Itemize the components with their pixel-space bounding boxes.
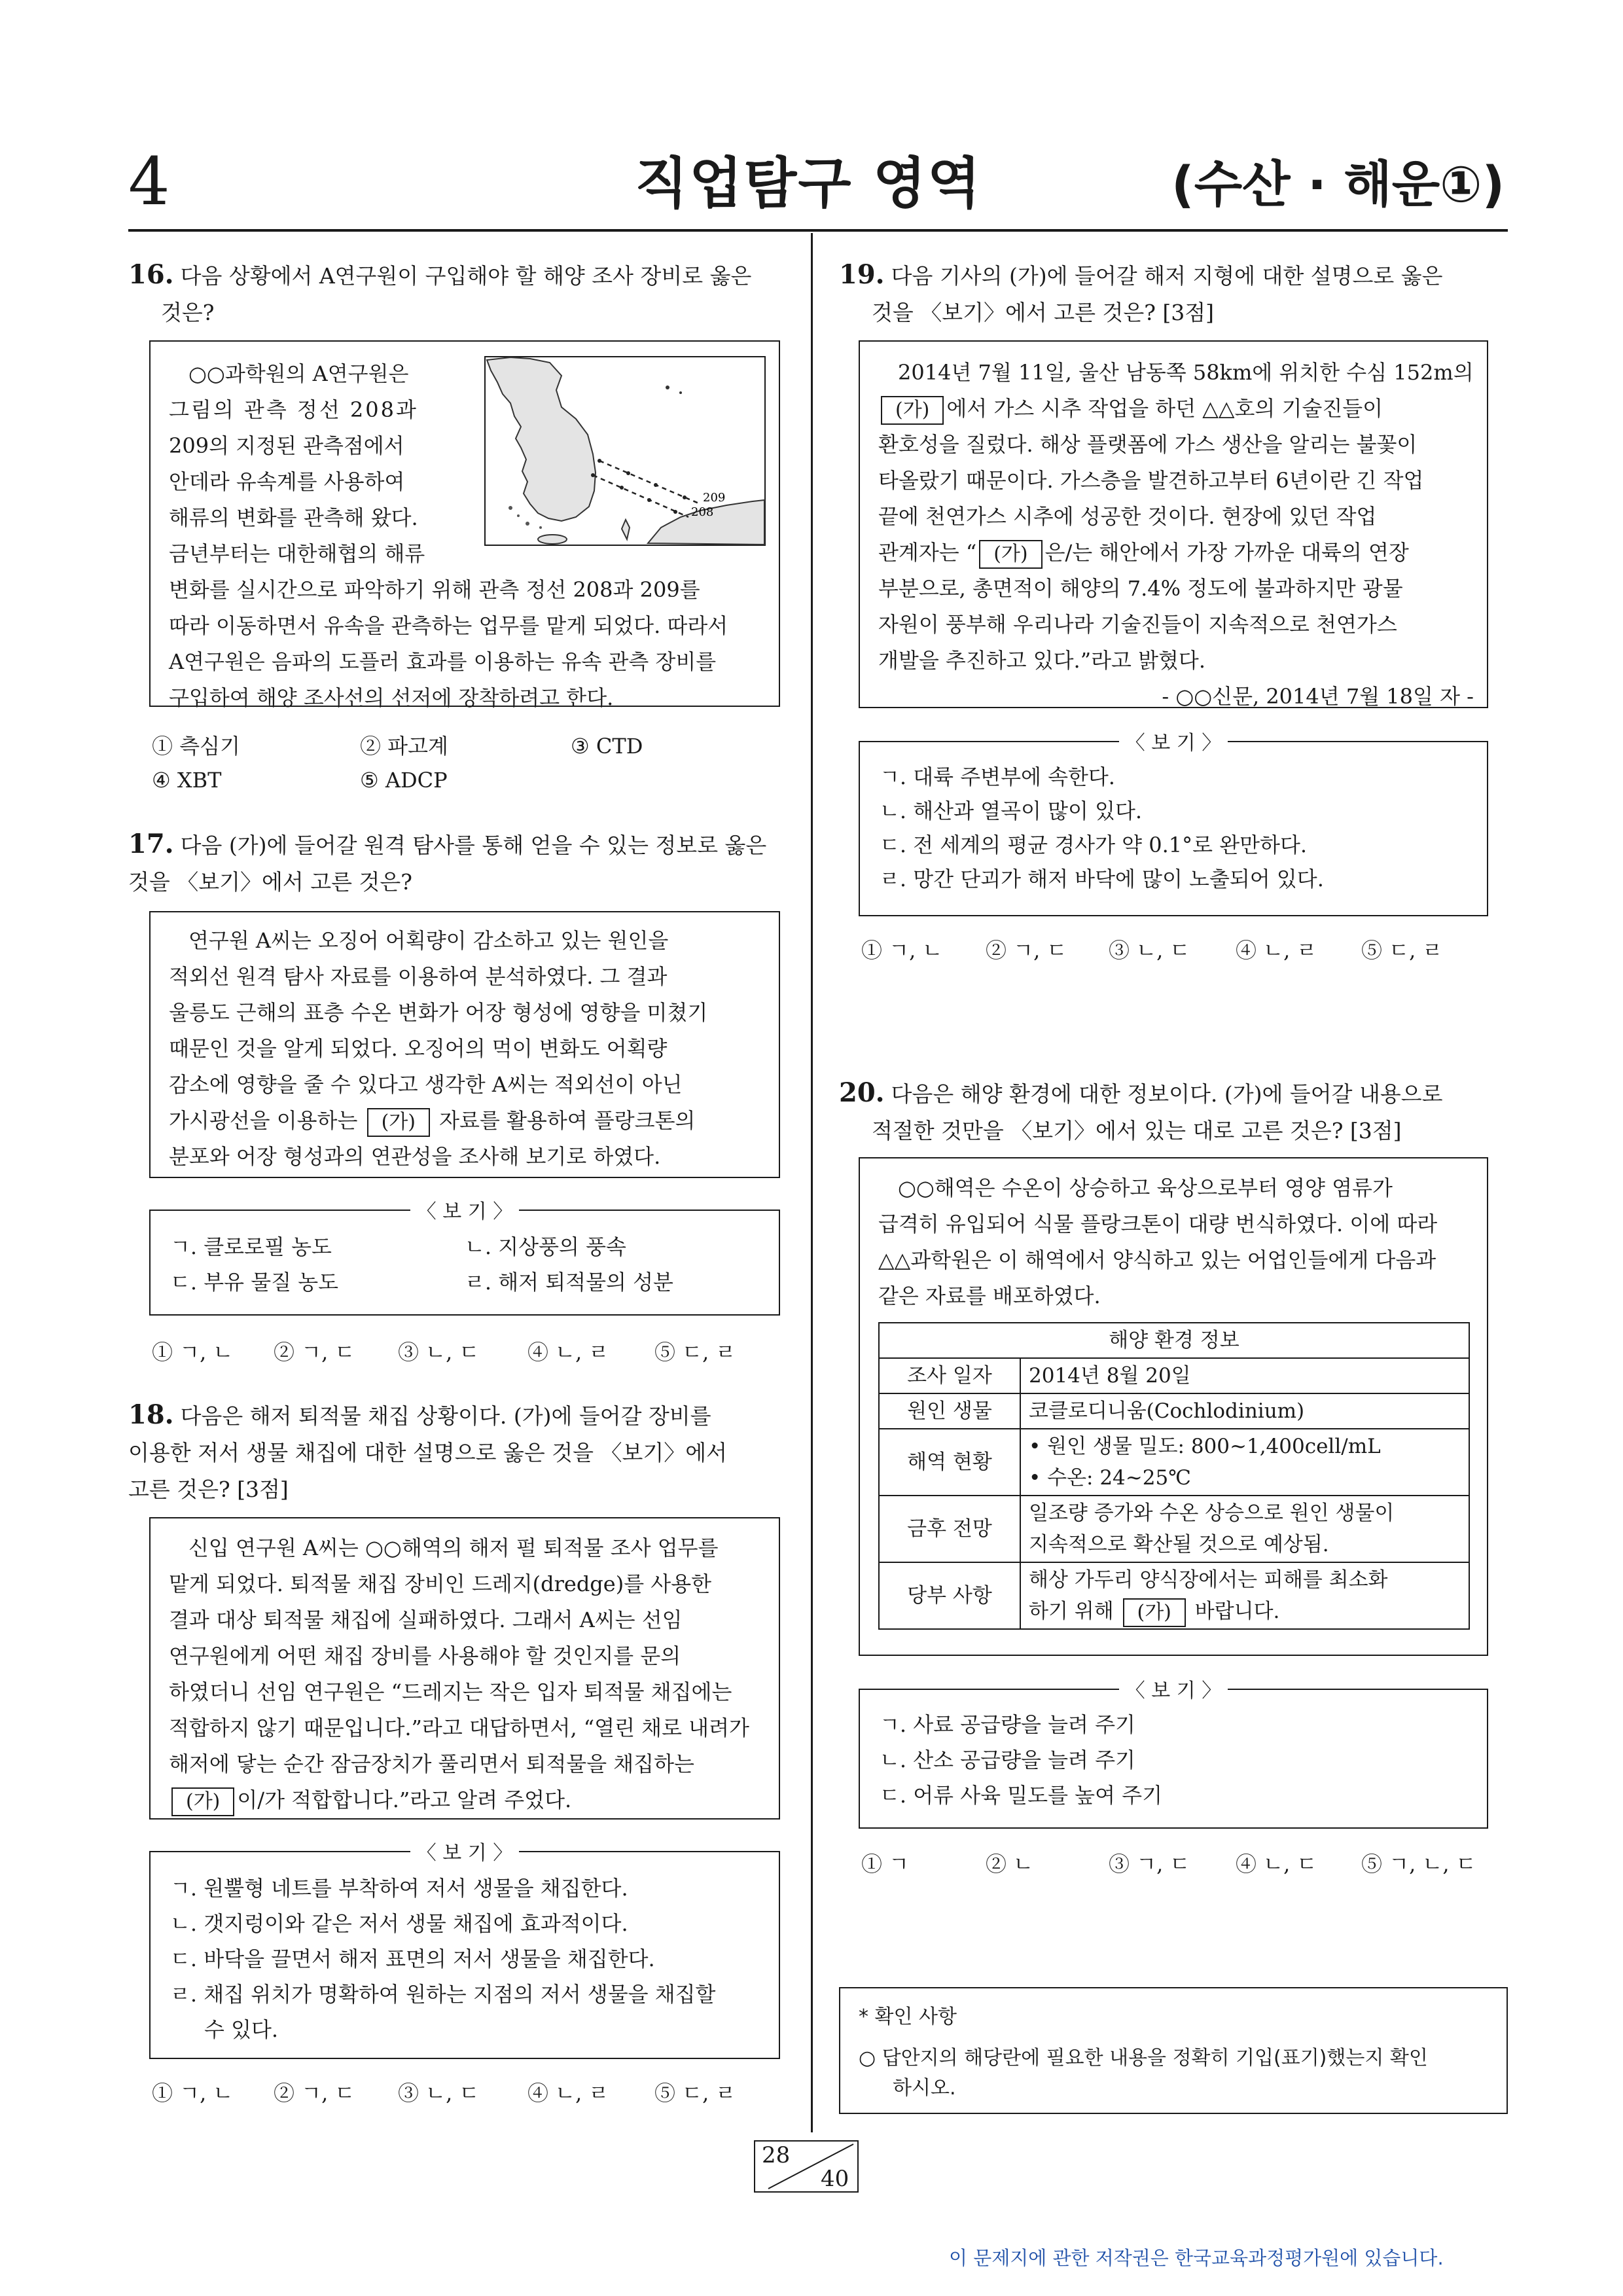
question-number: 18. bbox=[128, 1399, 174, 1430]
passage-line: ○○해역은 수온이 상승하고 육상으로부터 영양 염류가 bbox=[898, 1175, 1393, 1200]
choice-5[interactable]: ⑤ ADCP bbox=[360, 768, 448, 793]
bogi-title-text: 〈 보 기 〉 bbox=[410, 1842, 520, 1865]
table-value-line: 해상 가두리 양식장에서는 피해를 최소화 bbox=[1029, 1568, 1388, 1592]
passage-line: 해저에 닿는 순간 잠금장치가 풀리면서 퇴적물을 채집하는 bbox=[169, 1751, 694, 1776]
bogi-item: ㄱ. 원뿔형 네트를 부착하여 저서 생물을 채집한다. bbox=[170, 1876, 628, 1901]
q20-passage-box bbox=[859, 1157, 1488, 1656]
question-text: 다음 상황에서 A연구원이 구입해야 할 해양 조사 장비로 옳은 bbox=[180, 263, 752, 289]
question-number: 19. bbox=[839, 259, 885, 290]
passage-line bbox=[878, 535, 1474, 571]
passage-text: 관계자는 “ bbox=[878, 540, 977, 565]
q18-passage bbox=[169, 1530, 764, 1818]
passage-line: 그림의 관측 정선 208과 bbox=[169, 397, 418, 422]
passage-line: 때문인 것을 알게 되었다. 오징어의 먹이 변화도 어획량 bbox=[169, 1036, 668, 1061]
passage-line: 금년부터는 대한해협의 해류 bbox=[169, 541, 425, 566]
table-label: 해역 현황 bbox=[879, 1429, 1020, 1496]
table-label: 조사 일자 bbox=[879, 1358, 1020, 1393]
notice-line: ○ 답안지의 해당란에 필요한 내용을 정확히 기입(표기)했는지 확인 bbox=[859, 2047, 1428, 2070]
bogi-item: ㄱ. 대륙 주변부에 속한다. bbox=[880, 764, 1115, 789]
passage-line: 자원이 풍부해 우리나라 기술진들이 지속적으로 천연가스 bbox=[878, 612, 1397, 637]
passage-line bbox=[878, 391, 1474, 427]
table-value bbox=[1020, 1562, 1469, 1629]
bogi-item: ㄴ. 산소 공급량을 늘려 주기 bbox=[880, 1748, 1135, 1772]
passage-line: 변화를 실시간으로 파악하기 위해 관측 정선 208과 209를 bbox=[169, 577, 700, 602]
table-row bbox=[879, 1562, 1469, 1629]
passage-line: 끝에 천연가스 시추에 성공한 것이다. 현장에 있던 작업 bbox=[878, 504, 1377, 529]
table-value-line: 지속적으로 확산될 것으로 예상됨. bbox=[1029, 1533, 1329, 1556]
passage-line: 같은 자료를 배포하였다. bbox=[878, 1283, 1101, 1308]
bogi-item: ㄷ. 어류 사육 밀도를 높여 주기 bbox=[880, 1783, 1162, 1808]
passage-line: 연구원 A씨는 오징어 어획량이 감소하고 있는 원인을 bbox=[188, 928, 669, 953]
bogi-item: ㄱ. 사료 공급량을 늘려 주기 bbox=[880, 1712, 1135, 1737]
choice-2[interactable]: ② ㄱ, ㄷ bbox=[274, 2081, 355, 2106]
passage-line: 구입하여 해양 조사선의 선저에 장착하려고 한다. bbox=[169, 685, 614, 710]
q18-passage-box bbox=[149, 1517, 780, 1820]
passage-line bbox=[169, 1782, 764, 1818]
choice-5[interactable]: ⑤ ㄷ, ㄹ bbox=[1361, 938, 1443, 963]
bogi-item: 수 있다. bbox=[204, 2017, 279, 2042]
choice-3[interactable]: ③ ㄴ, ㄷ bbox=[398, 2081, 480, 2106]
question-number: 17. bbox=[128, 829, 174, 859]
bogi-title bbox=[860, 726, 1487, 755]
table-value bbox=[1020, 1496, 1469, 1562]
question-19 bbox=[839, 257, 1507, 331]
q20-passage bbox=[878, 1170, 1474, 1314]
article-source: - ○○신문, 2014년 7월 18일 자 - bbox=[1162, 684, 1474, 709]
bogi-title-text: 〈 보 기 〉 bbox=[1119, 732, 1228, 755]
choice-4[interactable]: ④ ㄴ, ㄹ bbox=[527, 1340, 609, 1365]
bogi-title-text: 〈 보 기 〉 bbox=[410, 1200, 520, 1223]
table-row bbox=[879, 1496, 1469, 1562]
marine-env-table bbox=[878, 1322, 1470, 1630]
choice-1[interactable]: ① 측심기 bbox=[152, 734, 240, 759]
q17-passage bbox=[169, 923, 764, 1175]
question-number: 20. bbox=[839, 1077, 885, 1108]
notice-box bbox=[839, 1987, 1508, 2114]
choice-3[interactable]: ③ ㄴ, ㄷ bbox=[1109, 938, 1190, 963]
blank-ga: (가) bbox=[1123, 1598, 1186, 1627]
table-value: 2014년 8월 20일 bbox=[1020, 1358, 1469, 1393]
bogi-item: ㄹ. 채집 위치가 명확하여 원하는 지점의 저서 생물을 채집할 bbox=[170, 1982, 716, 2007]
passage-line: 해류의 변화를 관측해 왔다. bbox=[169, 505, 418, 530]
blank-ga: (가) bbox=[171, 1787, 234, 1816]
passage-line bbox=[169, 1103, 764, 1139]
question-text: 것은? bbox=[161, 300, 215, 325]
table-value-line: • 원인 생물 밀도: 800~1,400cell/mL bbox=[1029, 1435, 1381, 1458]
table-value-line bbox=[1029, 1596, 1461, 1627]
map-label-208: 208 bbox=[691, 505, 714, 519]
question-text: 다음은 해양 환경에 대한 정보이다. (가)에 들어갈 내용으로 bbox=[891, 1081, 1443, 1107]
bogi-title bbox=[151, 1195, 779, 1224]
q19-passage bbox=[878, 355, 1474, 715]
table-value bbox=[1020, 1429, 1469, 1496]
header-rule bbox=[128, 229, 1508, 232]
bogi-title-text: 〈 보 기 〉 bbox=[1119, 1679, 1228, 1702]
passage-line: 결과 대상 퇴적물 채집에 실패하였다. 그래서 A씨는 선임 bbox=[169, 1607, 683, 1632]
korea-map-figure bbox=[484, 356, 766, 546]
choice-4[interactable]: ④ XBT bbox=[152, 768, 222, 793]
passage-text: 이/가 적합합니다.”라고 알려 주었다. bbox=[237, 1787, 572, 1812]
choice-3[interactable]: ③ CTD bbox=[571, 734, 643, 759]
choice-3[interactable]: ③ ㄱ, ㄷ bbox=[1109, 1852, 1190, 1876]
question-20 bbox=[839, 1075, 1507, 1149]
choice-5[interactable]: ⑤ ㄱ, ㄴ, ㄷ bbox=[1361, 1852, 1476, 1876]
choice-4[interactable]: ④ ㄴ, ㄷ bbox=[1236, 1852, 1317, 1876]
bogi-item: ㄷ. 바닥을 끌면서 해저 표면의 저서 생물을 채집한다. bbox=[170, 1946, 655, 1971]
choice-1[interactable]: ① ㄱ, ㄴ bbox=[861, 938, 943, 963]
passage-line: 타올랐기 때문이다. 가스층을 발견하고부터 6년이란 긴 작업 bbox=[878, 468, 1424, 493]
bogi-item: ㄹ. 망간 단괴가 해저 바닥에 많이 노출되어 있다. bbox=[880, 867, 1324, 891]
passage-text: 에서 가스 시추 작업을 하던 △△호의 기술진들이 bbox=[946, 396, 1383, 421]
q18-bogi-box bbox=[149, 1842, 780, 2059]
bogi-item: ㄴ. 지상풍의 풍속 bbox=[465, 1234, 626, 1259]
choice-5[interactable]: ⑤ ㄷ, ㄹ bbox=[654, 1340, 736, 1365]
blank-ga: (가) bbox=[367, 1108, 430, 1137]
question-text: 고른 것은? [3점] bbox=[128, 1477, 289, 1502]
q16-passage-box bbox=[149, 340, 780, 710]
notice-line: 하시오. bbox=[893, 2077, 956, 2100]
page-indicator bbox=[754, 2140, 859, 2193]
passage-line: 하였더니 선임 연구원은 “드레지는 작은 입자 퇴적물 채집에는 bbox=[169, 1679, 732, 1704]
passage-line: 분포와 어장 형성과의 연관성을 조사해 보기로 하였다. bbox=[169, 1144, 661, 1169]
passage-text: 가시광선을 이용하는 bbox=[169, 1108, 358, 1133]
question-number: 16. bbox=[128, 259, 174, 290]
table-row bbox=[879, 1323, 1469, 1358]
question-text: 적절한 것만을 〈보기〉에서 있는 대로 고른 것은? [3점] bbox=[872, 1118, 1402, 1143]
bogi-item: ㄷ. 전 세계의 평균 경사가 약 0.1°로 완만하다. bbox=[880, 833, 1308, 857]
choice-3[interactable]: ③ ㄴ, ㄷ bbox=[398, 1340, 480, 1365]
table-row bbox=[879, 1429, 1469, 1496]
passage-line: 개발을 추진하고 있다.”라고 밝혔다. bbox=[878, 648, 1205, 673]
passage-text: 자료를 활용하여 플랑크톤의 bbox=[439, 1108, 696, 1133]
question-text: 것을 〈보기〉에서 고른 것은? bbox=[128, 869, 412, 895]
passage-line: A연구원은 음파의 도플러 효과를 이용하는 유속 관측 장비를 bbox=[169, 649, 717, 674]
passage-line: 209의 지정된 관측점에서 bbox=[169, 433, 404, 458]
passage-text: 은/는 해안에서 가장 가까운 대륙의 연장 bbox=[1044, 540, 1409, 565]
passage-line: 적외선 원격 탐사 자료를 이용하여 분석하였다. 그 결과 bbox=[169, 964, 668, 989]
bogi-item: ㄴ. 해산과 열곡이 많이 있다. bbox=[880, 798, 1143, 823]
choice-1[interactable]: ① ㄱ, ㄴ bbox=[152, 2081, 234, 2106]
passage-line: ○○과학원의 A연구원은 bbox=[188, 361, 409, 386]
question-text: 다음 (가)에 들어갈 원격 탐사를 통해 얻을 수 있는 정보로 옳은 bbox=[180, 833, 767, 858]
table-row bbox=[879, 1358, 1469, 1393]
passage-line: 2014년 7월 11일, 울산 남동쪽 58km에 위치한 수심 152m의 bbox=[898, 360, 1474, 385]
table-row bbox=[879, 1393, 1469, 1429]
choice-5[interactable]: ⑤ ㄷ, ㄹ bbox=[654, 2081, 736, 2106]
passage-line: 급격히 유입되어 식물 플랑크톤이 대량 번식하였다. 이에 따라 bbox=[878, 1211, 1438, 1236]
passage-line: △△과학원은 이 해역에서 양식하고 있는 어업인들에게 다음과 bbox=[878, 1247, 1436, 1272]
bogi-item: ㄴ. 갯지렁이와 같은 저서 생물 채집에 효과적이다. bbox=[170, 1911, 628, 1936]
notice-title: * 확인 사항 bbox=[859, 2005, 957, 2028]
question-text: 다음 기사의 (가)에 들어갈 해저 지형에 대한 설명으로 옳은 bbox=[891, 263, 1443, 289]
passage-line: 맡게 되었다. 퇴적물 채집 장비인 드레지(dredge)를 사용한 bbox=[169, 1571, 712, 1596]
table-label: 당부 사항 bbox=[879, 1562, 1020, 1629]
question-text: 이용한 저서 생물 채집에 대한 설명으로 옳은 것을 〈보기〉에서 bbox=[128, 1440, 727, 1465]
map-label-209: 209 bbox=[703, 491, 726, 505]
question-text: 다음은 해저 퇴적물 채집 상황이다. (가)에 들어갈 장비를 bbox=[180, 1403, 711, 1429]
q19-bogi-box bbox=[859, 732, 1488, 916]
blank-ga: (가) bbox=[979, 540, 1042, 569]
table-text: 바랍니다. bbox=[1194, 1600, 1280, 1623]
question-text: 것을 〈보기〉에서 고른 것은? [3점] bbox=[872, 300, 1215, 325]
passage-line: 적합하지 않기 때문입니다.”라고 대답하면서, “열린 채로 내려가 bbox=[169, 1715, 749, 1740]
choice-4[interactable]: ④ ㄴ, ㄹ bbox=[527, 2081, 609, 2106]
table-label: 금후 전망 bbox=[879, 1496, 1020, 1562]
bogi-item: ㄷ. 부유 물질 농도 bbox=[170, 1270, 339, 1295]
passage-line: 신입 연구원 A씨는 ○○해역의 해저 펄 퇴적물 조사 업무를 bbox=[188, 1535, 719, 1560]
table-value-line: • 수온: 24~25℃ bbox=[1029, 1466, 1191, 1490]
question-17 bbox=[128, 826, 789, 901]
table-value-line: 일조량 증가와 수온 상승으로 원인 생물이 bbox=[1029, 1501, 1395, 1525]
total-pages: 40 bbox=[821, 2166, 849, 2192]
table-value: 코클로디니움(Cochlodinium) bbox=[1020, 1393, 1469, 1429]
choice-2[interactable]: ② ㄱ, ㄷ bbox=[986, 938, 1067, 963]
blank-ga: (가) bbox=[881, 396, 944, 425]
passage-line: 부분으로, 총면적이 해양의 7.4% 정도에 불과하지만 광물 bbox=[878, 576, 1403, 601]
passage-line: 환호성을 질렀다. 해상 플랫폼에 가스 생산을 알리는 불꽃이 bbox=[878, 432, 1418, 457]
choice-2[interactable]: ② ㄴ bbox=[986, 1852, 1034, 1876]
copyright-notice: 이 문제지에 관한 저작권은 한국교육과정평가원에 있습니다. bbox=[949, 2247, 1444, 2269]
page-number: 4 bbox=[128, 143, 170, 220]
passage-line: 따라 이동하면서 유속을 관측하는 업무를 맡게 되었다. 따라서 bbox=[169, 613, 728, 638]
page-title: 직업탐구 영역 bbox=[635, 151, 982, 215]
choice-2[interactable]: ② ㄱ, ㄷ bbox=[274, 1340, 355, 1365]
column-divider bbox=[811, 233, 813, 2132]
table-text: 하기 위해 bbox=[1029, 1600, 1114, 1623]
q17-bogi-box bbox=[149, 1200, 780, 1316]
passage-line: 울릉도 근해의 표층 수온 변화가 어장 형성에 영향을 미쳤기 bbox=[169, 1000, 708, 1025]
bogi-title bbox=[151, 1837, 779, 1865]
bogi-title bbox=[860, 1674, 1487, 1703]
table-label: 원인 생물 bbox=[879, 1393, 1020, 1429]
current-page: 28 bbox=[762, 2142, 791, 2168]
q17-passage-box bbox=[149, 911, 780, 1178]
bogi-item: ㄹ. 해저 퇴적물의 성분 bbox=[465, 1270, 673, 1295]
choice-1[interactable]: ① ㄱ, ㄴ bbox=[152, 1340, 234, 1365]
choice-1[interactable]: ① ㄱ bbox=[861, 1852, 910, 1876]
page-subject: (수산 · 해운①) bbox=[1171, 155, 1505, 213]
table-title: 해양 환경 정보 bbox=[879, 1323, 1469, 1358]
passage-line: 감소에 영향을 줄 수 있다고 생각한 A씨는 적외선이 아닌 bbox=[169, 1072, 683, 1097]
bogi-item: ㄱ. 클로로필 농도 bbox=[170, 1234, 332, 1259]
passage-line: 안데라 유속계를 사용하여 bbox=[169, 469, 405, 494]
question-16 bbox=[128, 257, 789, 331]
q20-bogi-box bbox=[859, 1679, 1488, 1829]
question-18 bbox=[128, 1397, 789, 1508]
q19-passage-box bbox=[859, 340, 1488, 708]
choice-4[interactable]: ④ ㄴ, ㄹ bbox=[1236, 938, 1317, 963]
passage-line: 연구원에게 어떤 채집 장비를 사용해야 할 것인지를 문의 bbox=[169, 1643, 681, 1668]
choice-2[interactable]: ② 파고계 bbox=[360, 734, 448, 759]
